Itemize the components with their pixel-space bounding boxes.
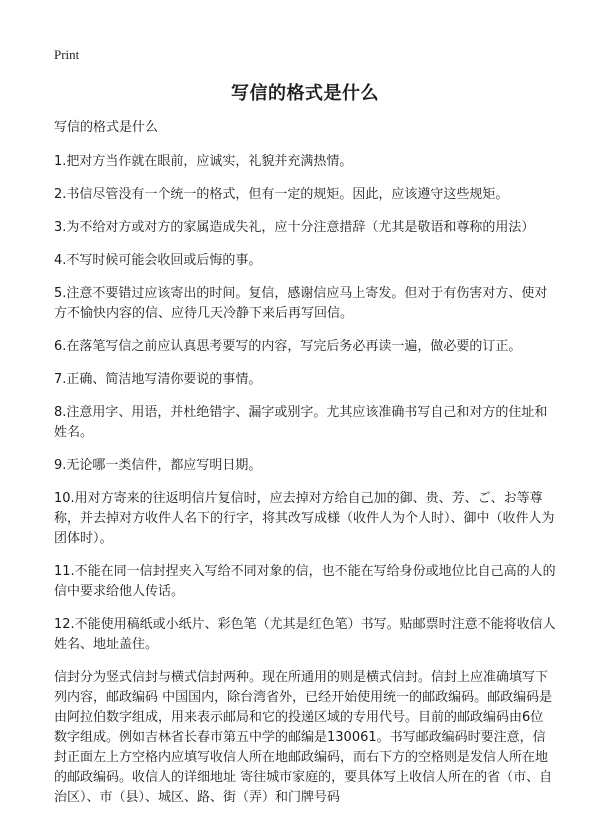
paragraph-10: 10.用对方寄来的往返明信片复信时，应去掉对方给自己加的御、贵、芳、ご、お等尊称，并去掉对方收件人名下的行字，将其改写成様（收件人为个人时）、御中（收件人为团体时）。 bbox=[54, 491, 555, 546]
paragraph-5: 5.注意不要错过应该寄出的时间。复信，感谢信应马上寄发。但对于有伤害对方、使对方不愉快内容的信、应待几天冷静下来后再写回信。 bbox=[54, 286, 548, 321]
paragraph-1: 1.把对方当作就在眼前，应诚实，礼貌并充满热情。 bbox=[54, 154, 353, 169]
page-title: 写信的格式是什么 bbox=[231, 83, 379, 104]
paragraph-4: 4.不写时候可能会收回或后悔的事。 bbox=[54, 253, 262, 268]
paragraph-8: 8.注意用字、用语，并杜绝错字、漏字或别字。尤其应该准确书写自己和对方的住址和姓名。 bbox=[54, 405, 548, 440]
paragraph-envelope: 信封分为竖式信封与横式信封两种。现在所通用的则是横式信封。信封上应准确填写下列内容，邮政编码 中国国内，除台湾省外，已经开始使用统一的邮政编码。邮政编码是由阿拉伯数字组成，用来表示邮局和它的投递区域的专用代号。目前的邮政编码由6位数字组成。例如吉林省长春市第五中学的邮编是130061。书写邮政编码时要注意，信封正面左上方空格内应填写收信人所在地邮政编码，而右下方的空格则是发信人所在地的邮政编码。收信人的详细地址 寄往城市家庭的，要具体写上收信人所在的省（市、自治区）、市（县）、城区、路、街（弄）和门牌号码 bbox=[54, 670, 553, 805]
paragraph-11: 11.不能在同一信封捏夹入写给不同对象的信，也不能在写给身份或地位比自己高的人的信中要求给他人传话。 bbox=[54, 564, 556, 599]
paragraph-6: 6.在落笔写信之前应认真思考要写的内容，写完后务必再读一遍，做必要的订正。 bbox=[54, 339, 522, 354]
print-link[interactable]: Print bbox=[54, 47, 80, 62]
paragraph-3: 3.为不给对方或对方的家属造成失礼，应十分注意措辞（尤其是敬语和尊称的用法） bbox=[54, 220, 535, 235]
paragraph-12: 12.不能使用稿纸或小纸片、彩色笔（尤其是红色笔）书写。贴邮票时注意不能将收信人姓名、地址盖住。 bbox=[54, 617, 556, 652]
paragraph-7: 7.正确、简洁地写清你要说的事情。 bbox=[54, 372, 262, 387]
article-subtitle: 写信的格式是什么 bbox=[54, 120, 159, 135]
paragraph-2: 2.书信尽管没有一个统一的格式，但有一定的规矩。因此，应该遵守这些规矩。 bbox=[54, 187, 509, 202]
paragraph-9: 9.无论哪一类信件，都应写明日期。 bbox=[54, 458, 262, 473]
